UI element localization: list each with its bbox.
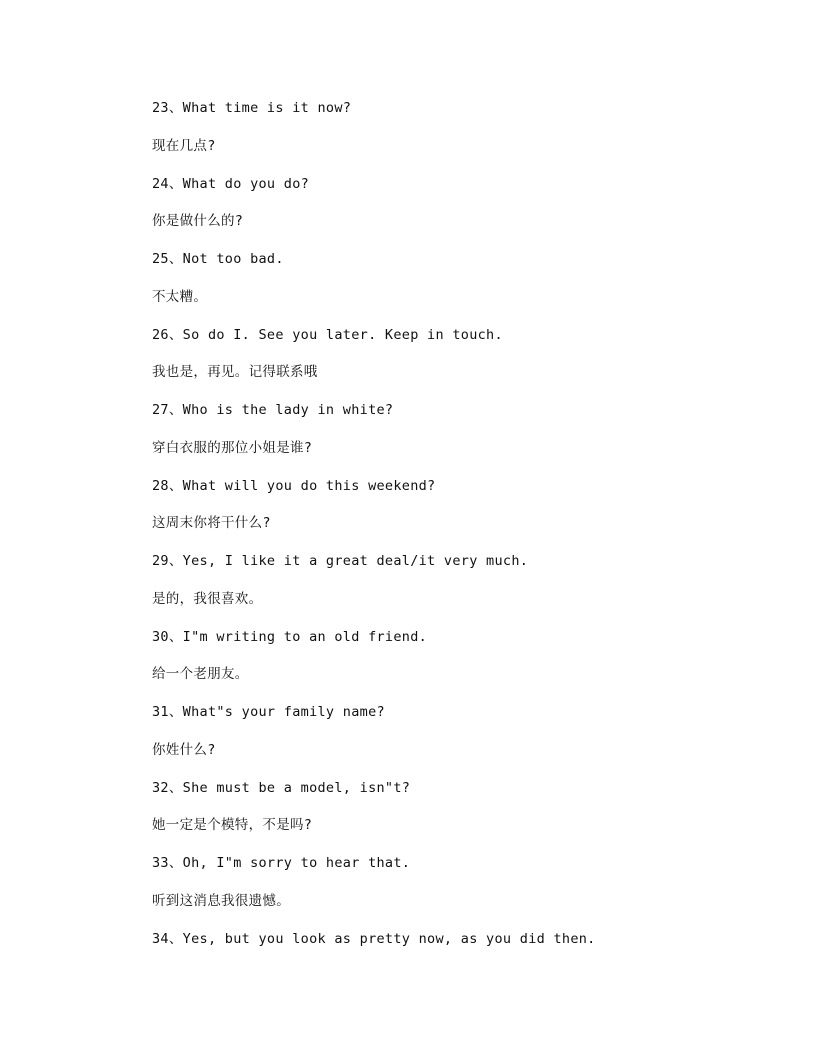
line-27-english: 27、Who is the lady in white? <box>152 402 394 418</box>
line-26-chinese: 我也是，再见。记得联系哦 <box>152 364 318 381</box>
line-30-english: 30、I"m writing to an old friend. <box>152 628 428 645</box>
line-23-english: 23、What time is it now? <box>152 100 352 116</box>
text-lines <box>152 97 752 965</box>
line-24-english: 24、What do you do? <box>152 175 310 192</box>
line-29-chinese: 是的，我很喜欢。 <box>152 590 263 607</box>
line-31-english: 31、What"s your family name? <box>152 704 385 720</box>
line-34-english: 34、Yes, but you look as pretty now, as you did then. <box>152 930 596 947</box>
line-25-english: 25、Not too bad. <box>152 251 284 267</box>
line-30-chinese: 给一个老朋友。 <box>152 666 249 683</box>
line-28-english: 28、What will you do this weekend? <box>152 477 436 494</box>
line-32-english: 32、She must be a model, isn"t? <box>152 779 411 796</box>
line-33-chinese: 听到这消息我很遗憾。 <box>152 892 290 909</box>
line-24-chinese: 你是做什么的? <box>152 213 244 230</box>
line-23-chinese: 现在几点? <box>152 137 216 154</box>
line-26-english: 26、So do I. See you later. Keep in touch. <box>152 326 503 343</box>
line-32-chinese: 她一定是个模特，不是吗? <box>152 817 313 834</box>
line-33-english: 33、Oh, I"m sorry to hear that. <box>152 855 411 871</box>
line-29-english: 29、Yes, I like it a great deal/it very much. <box>152 553 529 569</box>
line-28-chinese: 这周末你将干什么? <box>152 515 271 532</box>
line-27-chinese: 穿白衣服的那位小姐是谁? <box>152 439 313 456</box>
line-31-chinese: 你姓什么? <box>152 741 216 758</box>
line-25-chinese: 不太糟。 <box>152 288 208 305</box>
